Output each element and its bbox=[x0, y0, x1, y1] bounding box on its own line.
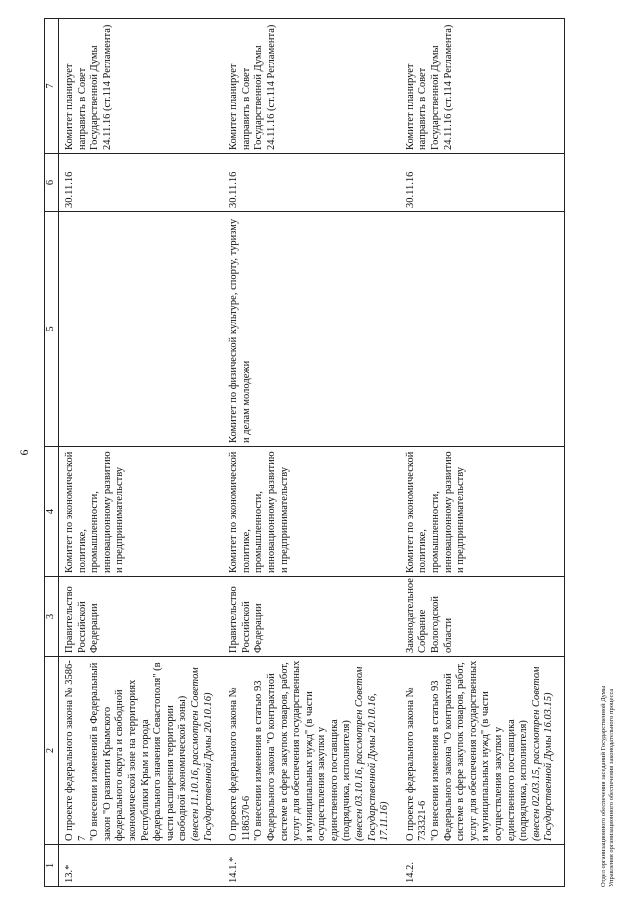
column-header: 3 bbox=[45, 577, 59, 657]
bill-note: (внесен 03.10.16, рассмотрен Советом Государственной Думы 20.10.16, 17.11.16) bbox=[354, 666, 391, 841]
legislation-table bbox=[44, 18, 565, 887]
table-header-row bbox=[45, 19, 59, 887]
date-cell: 30.11.16 bbox=[59, 154, 224, 212]
bill-description: "О внесении изменения в статью 93 Федерального закона "О контрактной системе в сфере закупок товаров, работ, услуг для обеспечения государственных и муниципальных нужд" (в части осуществления закупки у единственного поставщика (подрядчика, исполнителя) bbox=[253, 660, 353, 841]
bill-cell bbox=[400, 657, 565, 845]
committee-cell: Комитет по экономической политике, промышленности, инновационному развитию и предпринимательству bbox=[400, 447, 565, 577]
date-cell: 30.11.16 bbox=[223, 154, 400, 212]
bill-description: "О внесении изменений в Федеральный закон "О развитии Крымского федерального округа и свободной экономической зоне на территориях Республики Крым и города федерального значения Севастополя" (в части расширения территории свободной экономической зоны) bbox=[89, 662, 189, 841]
row-number: 13.* bbox=[59, 845, 224, 887]
row-number: 14.2. bbox=[400, 845, 565, 887]
date-cell: 30.11.16 bbox=[400, 154, 565, 212]
committee-cell: Комитет по экономической политике, промышленности, инновационному развитию и предпринимательству bbox=[59, 447, 224, 577]
plan-cell: Комитет планирует направить в Совет Государственной Думы 24.11.16 (ст.114 Регламента) bbox=[400, 19, 565, 154]
page-number: 6 bbox=[17, 449, 31, 456]
bill-cell bbox=[223, 657, 400, 845]
co-committee-cell: Комитет по физической культуре, спорту, туризму и делам молодежи bbox=[223, 212, 400, 447]
initiator-cell: Законодательное Собрание Вологодской области bbox=[400, 577, 565, 657]
bill-note: (внесен 02.03.15, рассмотрен Советом Государственной Думы 16.03.15) bbox=[530, 666, 555, 841]
table-row bbox=[400, 19, 565, 887]
column-header: 2 bbox=[45, 657, 59, 845]
column-header: 7 bbox=[45, 19, 59, 154]
initiator-cell: Правительство Российской Федерации bbox=[223, 577, 400, 657]
plan-cell: Комитет планирует направить в Совет Государственной Думы 24.11.16 (ст.114 Регламента) bbox=[59, 19, 224, 154]
bill-title: О проекте федерального закона № 733321-6 bbox=[404, 687, 429, 841]
column-header: 1 bbox=[45, 845, 59, 887]
bill-title: О проекте федерального закона № 3586-7 bbox=[64, 660, 88, 841]
footer-note bbox=[600, 686, 616, 887]
bill-note: (внесен 11.10.16, рассмотрен Советом Государственной Думы 20.10.16) bbox=[189, 667, 214, 841]
bill-cell bbox=[59, 657, 224, 845]
co-committee-cell bbox=[400, 212, 565, 447]
row-number: 14.1.* bbox=[223, 845, 400, 887]
plan-cell: Комитет планирует направить в Совет Государственной Думы 24.11.16 (ст.114 Регламента) bbox=[223, 19, 400, 154]
committee-cell: Комитет по экономической политике, промышленности, инновационному развитию и предпринимательству bbox=[223, 447, 400, 577]
footer-line: Отдел организационного обеспечения заседаний Государственной Думы bbox=[600, 685, 607, 887]
bill-title: О проекте федерального закона № 1186370-6 bbox=[228, 687, 252, 841]
table-row bbox=[223, 19, 400, 887]
table-row bbox=[59, 19, 224, 887]
column-header: 5 bbox=[45, 212, 59, 447]
column-header: 4 bbox=[45, 447, 59, 577]
initiator-cell: Правительство Российской Федерации bbox=[59, 577, 224, 657]
column-header: 6 bbox=[45, 154, 59, 212]
bill-description: "О внесении изменения в статью 93 Федерального закона "О контрактной системе в сфере закупок товаров, работ, услуг для обеспечения государственных и муниципальных нужд" (в части осуществления закупки у единственного поставщика (подрядчика, исполнителя) bbox=[430, 660, 530, 841]
footer-line: Управления организационного обеспечения законодательного процесса bbox=[608, 688, 615, 887]
co-committee-cell bbox=[59, 212, 224, 447]
